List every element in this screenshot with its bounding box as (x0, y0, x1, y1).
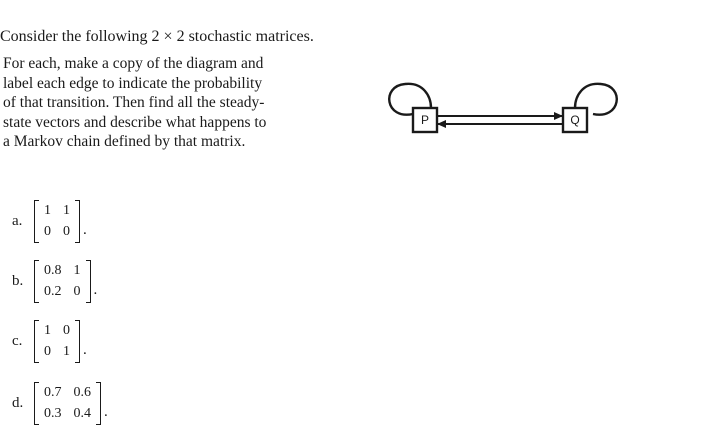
matrix-entry: 0.2 (44, 284, 62, 299)
matrix-entry: 0.4 (73, 406, 91, 421)
matrix-entry: 1 (63, 344, 70, 359)
matrix-c (34, 320, 80, 363)
instructions-line: For each, make a copy of the diagram and (3, 55, 264, 72)
problem-d (12, 382, 108, 425)
period: . (83, 342, 87, 358)
problem-label: c. (12, 333, 23, 349)
period: . (83, 222, 87, 238)
matrix-entry: 0 (63, 323, 70, 338)
matrix-entry: 0.7 (44, 385, 62, 400)
problem-c (12, 320, 87, 363)
matrix-entry: 0.6 (73, 385, 91, 400)
period: . (93, 282, 98, 298)
instructions-line: of that transition. Then find all the steady- (3, 94, 265, 111)
matrix-entry: 0 (73, 284, 81, 299)
matrix-b (34, 260, 91, 303)
node-q-label: Q (570, 113, 580, 127)
instructions-line: state vectors and describe what happens to (3, 113, 267, 131)
problem-label: b. (12, 273, 24, 289)
problem-label: d. (12, 395, 24, 411)
matrix-entry: 0 (44, 344, 51, 359)
matrix-entry: 1 (44, 203, 51, 218)
matrix-entry: 0 (44, 224, 51, 239)
matrix-d (34, 382, 101, 425)
markov-diagram (375, 74, 630, 146)
period: . (104, 404, 108, 420)
prompt-text: Consider the following 2 × 2 stochastic matrices. (0, 28, 314, 45)
matrix-entry: 1 (44, 323, 51, 338)
arrowhead-p-to-q (554, 112, 563, 120)
matrix-entry: 1 (63, 203, 70, 218)
problem-b (12, 260, 97, 303)
matrix-entry: 0 (63, 224, 70, 239)
matrix-entry: 0.3 (44, 406, 62, 421)
problem-a (12, 200, 87, 243)
problem-label: a. (12, 213, 23, 229)
instructions-line: label each edge to indicate the probability (3, 74, 263, 92)
matrix-entry: 1 (73, 263, 81, 278)
node-p-label: P (420, 113, 430, 127)
instructions-line: a Markov chain defined by that matrix. (3, 133, 246, 150)
matrix-entry: 0.8 (44, 263, 62, 278)
instructions-paragraph (3, 54, 266, 152)
matrix-a (34, 200, 80, 243)
arrowhead-q-to-p (437, 120, 446, 128)
